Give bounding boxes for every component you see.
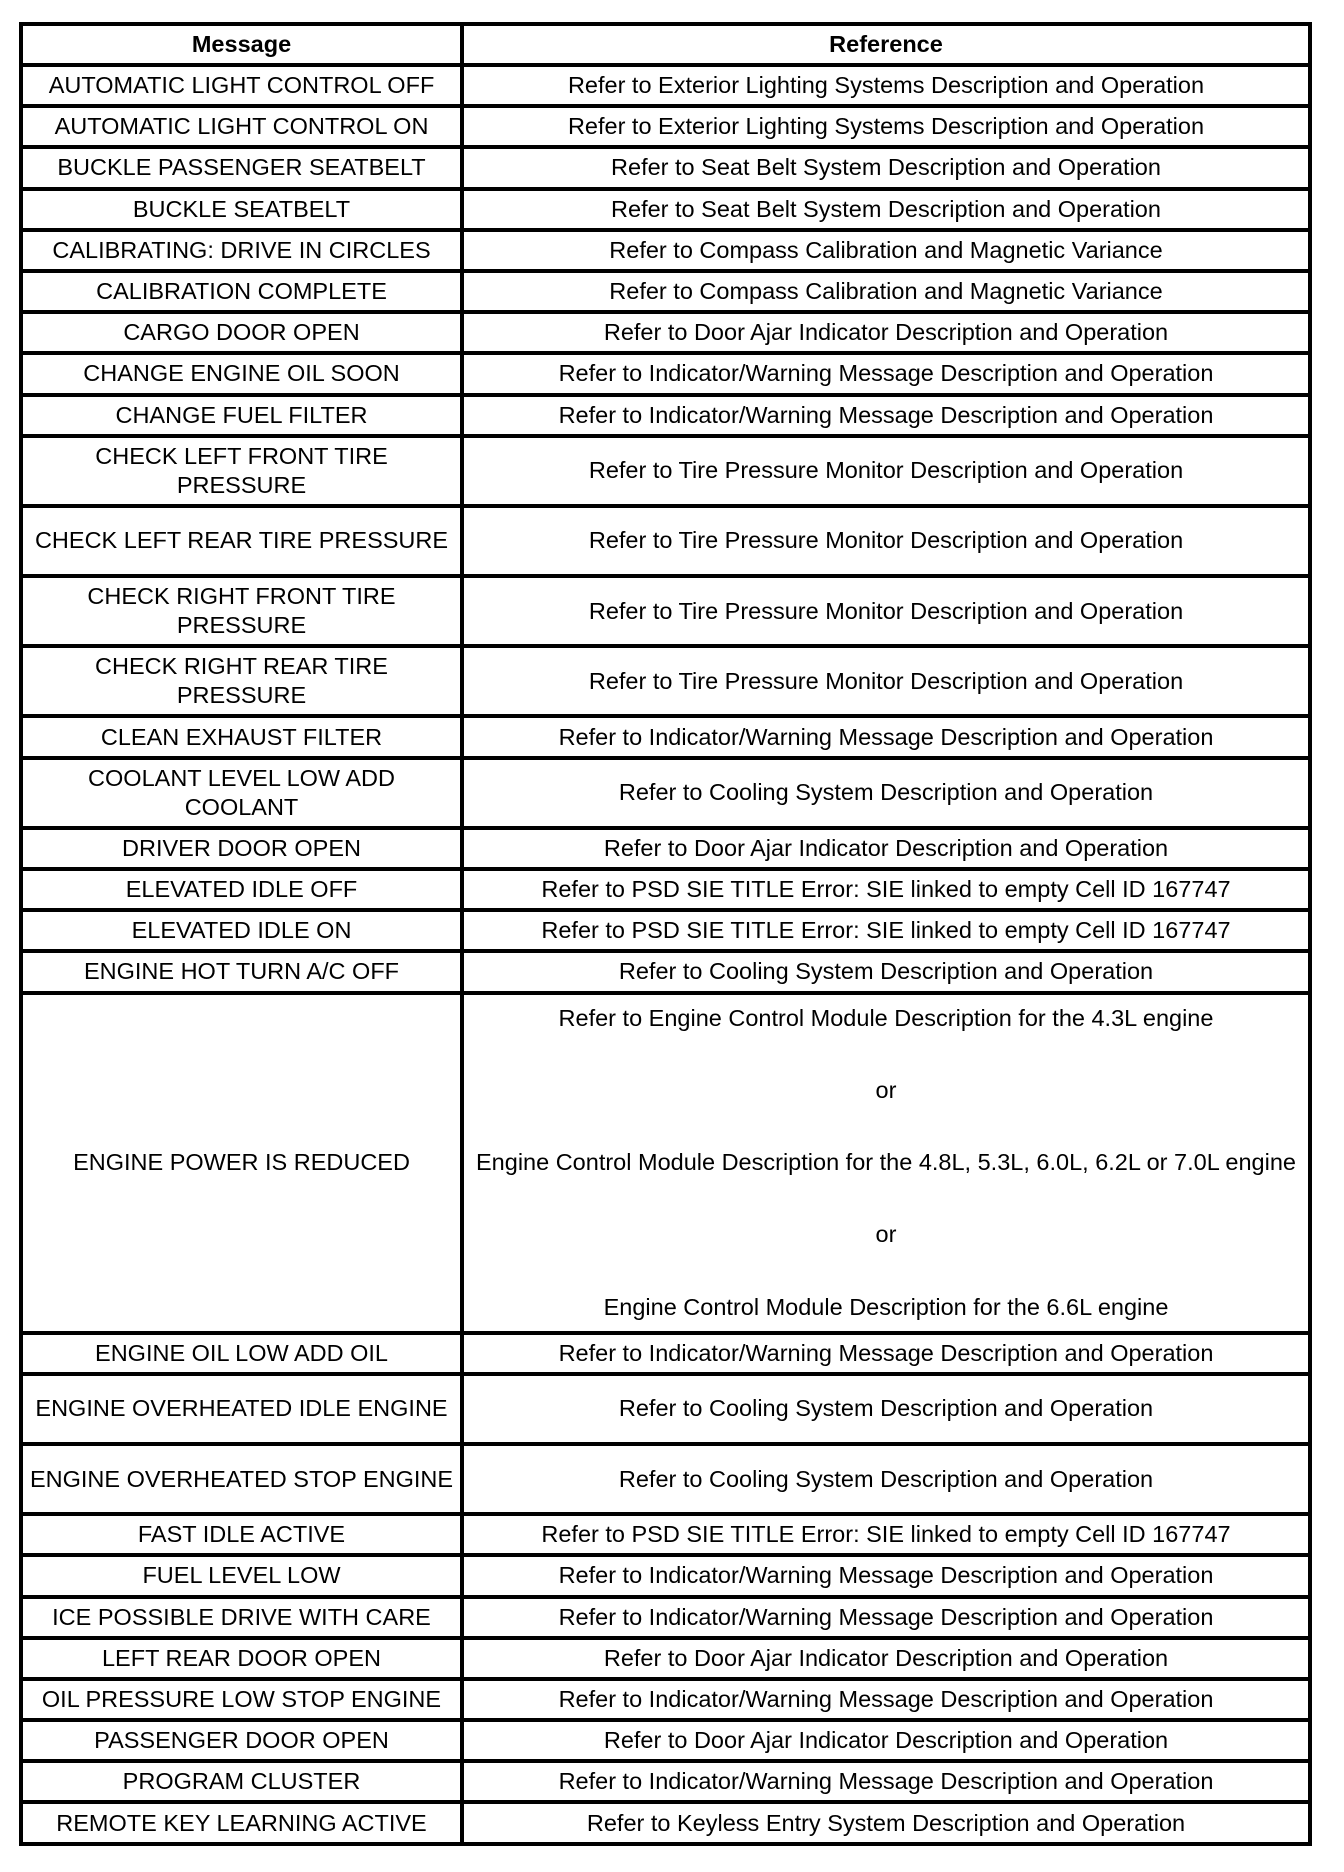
reference-line: or <box>875 1221 897 1248</box>
column-header-reference: Reference <box>462 24 1310 65</box>
table-row <box>21 716 1310 757</box>
reference-cell: Refer to Tire Pressure Monitor Description and Operation <box>462 506 1310 576</box>
message-cell: CHANGE ENGINE OIL SOON <box>21 353 462 394</box>
reference-line: Engine Control Module Description for the 4.8L, 5.3L, 6.0L, 6.2L or 7.0L engine <box>476 1149 1296 1176</box>
table-row <box>21 951 1310 992</box>
message-cell: CHECK RIGHT REAR TIRE PRESSURE <box>21 646 462 716</box>
reference-cell: Refer to Indicator/Warning Message Description and Operation <box>462 1761 1310 1802</box>
reference-cell: Refer to Door Ajar Indicator Description and Operation <box>462 828 1310 869</box>
message-cell: PROGRAM CLUSTER <box>21 1761 462 1802</box>
message-cell: ENGINE OIL LOW ADD OIL <box>21 1333 462 1374</box>
table-row <box>21 1802 1310 1843</box>
message-cell: CHANGE FUEL FILTER <box>21 395 462 436</box>
message-cell: BUCKLE SEATBELT <box>21 189 462 230</box>
reference-cell: Refer to Indicator/Warning Message Description and Operation <box>462 1679 1310 1720</box>
reference-cell: Refer to Exterior Lighting Systems Description and Operation <box>462 65 1310 106</box>
message-cell: COOLANT LEVEL LOW ADD COOLANT <box>21 758 462 828</box>
table-row <box>21 395 1310 436</box>
reference-cell: Refer to Seat Belt System Description and Operation <box>462 189 1310 230</box>
reference-cell: Refer to Door Ajar Indicator Description and Operation <box>462 312 1310 353</box>
message-cell: CHECK LEFT REAR TIRE PRESSURE <box>21 506 462 576</box>
message-cell: FAST IDLE ACTIVE <box>21 1514 462 1555</box>
message-cell: ICE POSSIBLE DRIVE WITH CARE <box>21 1597 462 1638</box>
reference-cell: Refer to Cooling System Description and Operation <box>462 951 1310 992</box>
reference-cell: Refer to Compass Calibration and Magnetic Variance <box>462 271 1310 312</box>
message-cell: PASSENGER DOOR OPEN <box>21 1720 462 1761</box>
message-cell: CLEAN EXHAUST FILTER <box>21 716 462 757</box>
reference-cell: Refer to PSD SIE TITLE Error: SIE linked to empty Cell ID 167747 <box>462 910 1310 951</box>
reference-cell: Refer to PSD SIE TITLE Error: SIE linked to empty Cell ID 167747 <box>462 869 1310 910</box>
reference-cell: Refer to Cooling System Description and Operation <box>462 1444 1310 1514</box>
message-cell: CALIBRATION COMPLETE <box>21 271 462 312</box>
table-row <box>21 1555 1310 1596</box>
message-cell: CARGO DOOR OPEN <box>21 312 462 353</box>
message-reference-table <box>19 22 1312 1846</box>
document-page <box>19 22 1308 1846</box>
table-row <box>21 230 1310 271</box>
table-row <box>21 353 1310 394</box>
message-cell: AUTOMATIC LIGHT CONTROL OFF <box>21 65 462 106</box>
table-row <box>21 1720 1310 1761</box>
message-cell: ELEVATED IDLE ON <box>21 910 462 951</box>
message-cell: LEFT REAR DOOR OPEN <box>21 1638 462 1679</box>
table-row <box>21 1597 1310 1638</box>
message-cell: DRIVER DOOR OPEN <box>21 828 462 869</box>
reference-cell: Refer to Cooling System Description and Operation <box>462 1374 1310 1444</box>
table-row <box>21 1444 1310 1514</box>
message-cell: CHECK LEFT FRONT TIRE PRESSURE <box>21 436 462 506</box>
table-row <box>21 1333 1310 1374</box>
reference-cell: Refer to Indicator/Warning Message Description and Operation <box>462 353 1310 394</box>
table-row <box>21 271 1310 312</box>
reference-cell <box>462 993 1310 1333</box>
table-row <box>21 910 1310 951</box>
message-cell: BUCKLE PASSENGER SEATBELT <box>21 147 462 188</box>
table-row <box>21 312 1310 353</box>
reference-cell: Refer to Indicator/Warning Message Description and Operation <box>462 1555 1310 1596</box>
table-row <box>21 1514 1310 1555</box>
message-cell: ENGINE OVERHEATED STOP ENGINE <box>21 1444 462 1514</box>
table-row <box>21 436 1310 506</box>
reference-cell: Refer to Keyless Entry System Description and Operation <box>462 1802 1310 1843</box>
reference-cell: Refer to Door Ajar Indicator Description and Operation <box>462 1720 1310 1761</box>
message-cell: AUTOMATIC LIGHT CONTROL ON <box>21 106 462 147</box>
reference-cell: Refer to Seat Belt System Description and Operation <box>462 147 1310 188</box>
reference-line: or <box>875 1076 897 1103</box>
table-header-row <box>21 24 1310 65</box>
message-cell: OIL PRESSURE LOW STOP ENGINE <box>21 1679 462 1720</box>
table-row <box>21 828 1310 869</box>
reference-line: Engine Control Module Description for the 6.6L engine <box>603 1293 1169 1320</box>
table-row <box>21 993 1310 1333</box>
table-row <box>21 1679 1310 1720</box>
reference-cell: Refer to Door Ajar Indicator Description and Operation <box>462 1638 1310 1679</box>
table-row <box>21 1761 1310 1802</box>
reference-cell: Refer to Indicator/Warning Message Description and Operation <box>462 1333 1310 1374</box>
table-row <box>21 189 1310 230</box>
column-header-message: Message <box>21 24 462 65</box>
reference-cell: Refer to Exterior Lighting Systems Description and Operation <box>462 106 1310 147</box>
reference-line: Refer to Engine Control Module Description for the 4.3L engine <box>558 1004 1214 1031</box>
reference-cell: Refer to Tire Pressure Monitor Description and Operation <box>462 576 1310 646</box>
table-row <box>21 506 1310 576</box>
reference-cell: Refer to PSD SIE TITLE Error: SIE linked to empty Cell ID 167747 <box>462 1514 1310 1555</box>
message-cell: ENGINE POWER IS REDUCED <box>21 993 462 1333</box>
message-cell: FUEL LEVEL LOW <box>21 1555 462 1596</box>
reference-cell: Refer to Indicator/Warning Message Description and Operation <box>462 1597 1310 1638</box>
message-cell: CHECK RIGHT FRONT TIRE PRESSURE <box>21 576 462 646</box>
message-cell: REMOTE KEY LEARNING ACTIVE <box>21 1802 462 1843</box>
reference-cell: Refer to Tire Pressure Monitor Description and Operation <box>462 646 1310 716</box>
reference-cell: Refer to Cooling System Description and Operation <box>462 758 1310 828</box>
table-row <box>21 869 1310 910</box>
reference-cell: Refer to Indicator/Warning Message Description and Operation <box>462 395 1310 436</box>
message-cell: ELEVATED IDLE OFF <box>21 869 462 910</box>
table-row <box>21 646 1310 716</box>
table-row <box>21 65 1310 106</box>
table-row <box>21 576 1310 646</box>
message-cell: ENGINE HOT TURN A/C OFF <box>21 951 462 992</box>
table-row <box>21 1638 1310 1679</box>
reference-lines <box>470 1002 1302 1324</box>
message-cell: ENGINE OVERHEATED IDLE ENGINE <box>21 1374 462 1444</box>
reference-cell: Refer to Tire Pressure Monitor Description and Operation <box>462 436 1310 506</box>
message-cell: CALIBRATING: DRIVE IN CIRCLES <box>21 230 462 271</box>
reference-cell: Refer to Indicator/Warning Message Description and Operation <box>462 716 1310 757</box>
table-row <box>21 147 1310 188</box>
table-row <box>21 758 1310 828</box>
reference-cell: Refer to Compass Calibration and Magnetic Variance <box>462 230 1310 271</box>
table-row <box>21 1374 1310 1444</box>
table-row <box>21 106 1310 147</box>
